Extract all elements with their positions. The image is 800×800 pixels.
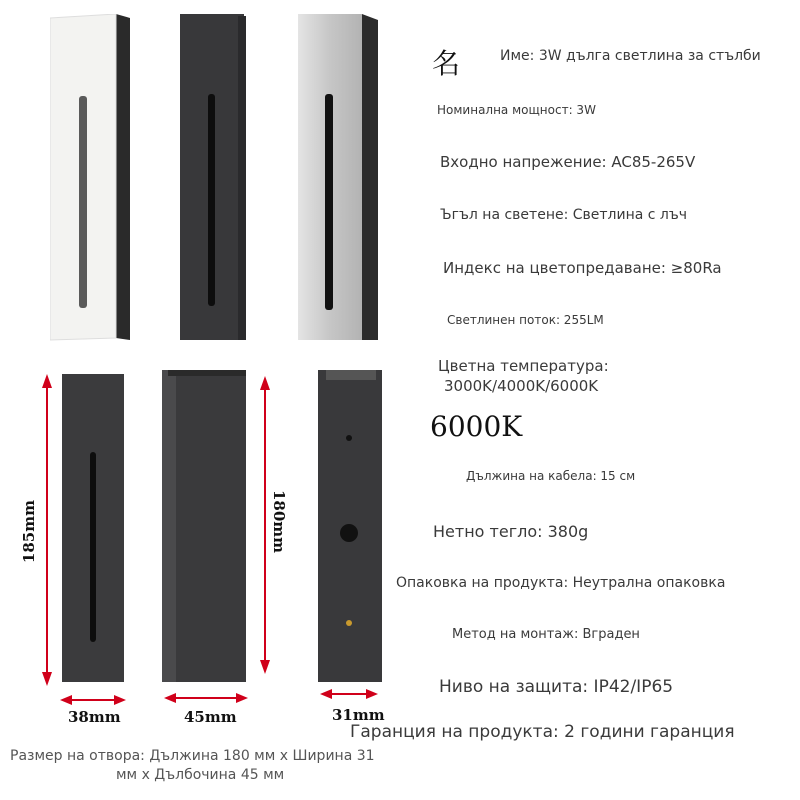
spec-color-temp-line2: 3000K/4000K/6000K [444,377,599,395]
back-view-drawing [312,368,392,713]
spec-cri: Индекс на цветопредаване: ≥80Ra [443,259,722,277]
spec-cable: Дължина на кабела: 15 см [466,469,636,483]
lamp-black [180,14,250,344]
front-view-drawing [30,370,140,710]
name-icon: 名 [432,47,461,80]
height-side-label: 180mm [270,490,288,554]
spec-flux: Светлинен поток: 255LM [447,313,604,327]
spec-packaging: Опаковка на продукта: Неутрална опаковка [396,575,726,591]
lamp-white [50,14,132,344]
depth-side-label: 45mm [184,708,237,726]
spec-warranty: Гаранция на продукта: 2 години гаранция [350,722,735,742]
height-front-label: 185mm [20,500,38,564]
hole-size-line1: Размер на отвора: Дължина 180 мм x Ширина 31 [10,748,375,764]
depth-back-label: 31mm [332,706,385,724]
spec-color-temp-line1: Цветна температура: [438,357,609,375]
spec-voltage: Входно напрежение: AC85-265V [440,153,696,171]
side-view-drawing [158,368,278,713]
spec-mount: Метод на монтаж: Вграден [452,627,640,642]
spec-power: Номинална мощност: 3W [437,103,596,117]
spec-color-temp-big: 6000K [430,410,523,443]
spec-weight: Нетно тегло: 380g [433,522,589,541]
width-front-label: 38mm [68,708,121,726]
spec-name: Име: 3W дълга светлина за стълби [500,48,761,64]
spec-beam-angle: Ъгъл на светене: Светлина с лъч [440,207,688,223]
spec-protection: Ниво на защита: IP42/IP65 [439,677,674,697]
lamp-silver [298,14,380,344]
hole-size-line2: мм x Дълбочина 45 мм [116,767,285,783]
